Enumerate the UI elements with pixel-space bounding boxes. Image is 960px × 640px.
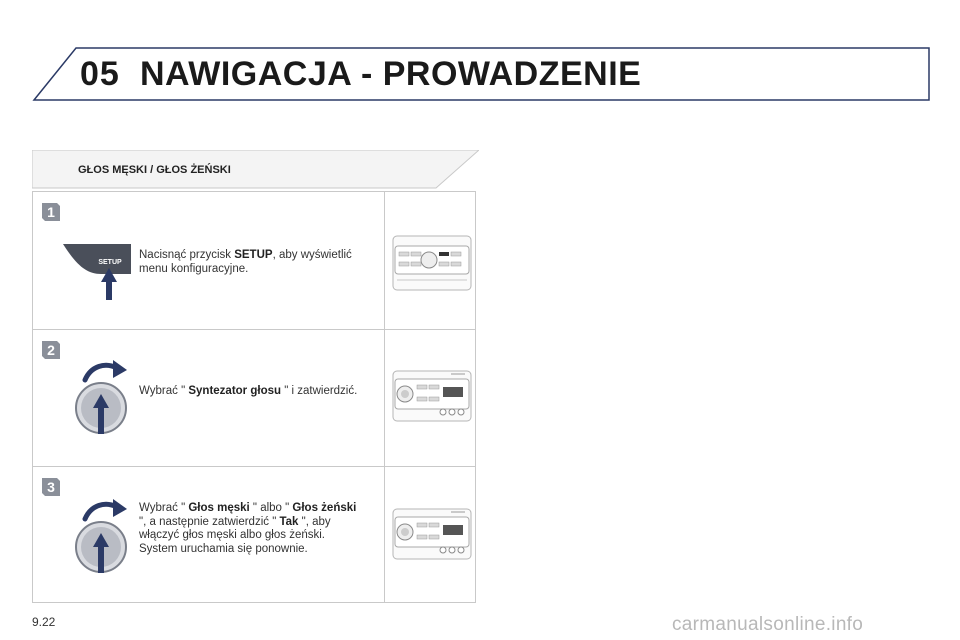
step-number-badge bbox=[39, 200, 63, 224]
svg-text:SETUP: SETUP bbox=[98, 259, 122, 266]
text-part-bold: Tak bbox=[279, 515, 299, 528]
step-3 bbox=[33, 466, 475, 603]
radio-panel-illustration bbox=[391, 234, 473, 292]
text-part: " i zatwierdzić. bbox=[281, 385, 358, 397]
section-title: GŁOS MĘSKI / GŁOS ŻEŃSKI bbox=[78, 164, 231, 176]
text-part-bold: SETUP bbox=[234, 249, 273, 261]
text-part: " albo " bbox=[249, 502, 293, 514]
step-number-badge bbox=[39, 338, 63, 362]
text-part-bold: Głos męski bbox=[188, 502, 250, 514]
text-part: ", a następnie zatwierdzić " bbox=[139, 515, 280, 528]
step-2-text bbox=[139, 385, 364, 399]
steps-panel bbox=[32, 191, 476, 603]
step-3-text bbox=[139, 502, 364, 556]
text-part: Wybrać " bbox=[139, 385, 189, 397]
text-part: Nacisnąć przycisk bbox=[139, 249, 235, 261]
text-part: ", aby włączyć głos męski albo głos żeński. System uruchamia się ponownie. bbox=[139, 515, 331, 555]
page-number: 9.22 bbox=[32, 615, 56, 629]
step-separator bbox=[384, 467, 385, 603]
step-separator bbox=[384, 192, 385, 329]
step-1 bbox=[33, 192, 475, 329]
rotate-press-knob-icon bbox=[71, 497, 131, 575]
step-separator bbox=[384, 330, 385, 467]
text-part: , aby wyświetlić menu konfiguracyjne. bbox=[139, 249, 352, 275]
step-1-text bbox=[139, 249, 364, 276]
svg-text:2: 2 bbox=[47, 342, 55, 358]
watermark: carmanualsonline.info bbox=[672, 614, 864, 635]
page-title: NAWIGACJA - PROWADZENIE bbox=[140, 55, 642, 93]
chapter-number: 05 bbox=[80, 55, 120, 93]
text-part-bold: Głos żeński bbox=[292, 502, 357, 514]
setup-button-icon bbox=[61, 242, 131, 302]
step-number-badge bbox=[39, 475, 63, 499]
step-2 bbox=[33, 329, 475, 467]
chapter-header bbox=[0, 0, 960, 110]
text-part: Wybrać " bbox=[139, 502, 189, 514]
svg-text:3: 3 bbox=[47, 479, 55, 495]
rotate-press-knob-icon bbox=[71, 358, 131, 436]
radio-panel-illustration bbox=[391, 365, 473, 423]
radio-panel-illustration bbox=[391, 503, 473, 561]
text-part-bold: Syntezator głosu bbox=[188, 385, 282, 397]
svg-text:1: 1 bbox=[47, 204, 55, 220]
